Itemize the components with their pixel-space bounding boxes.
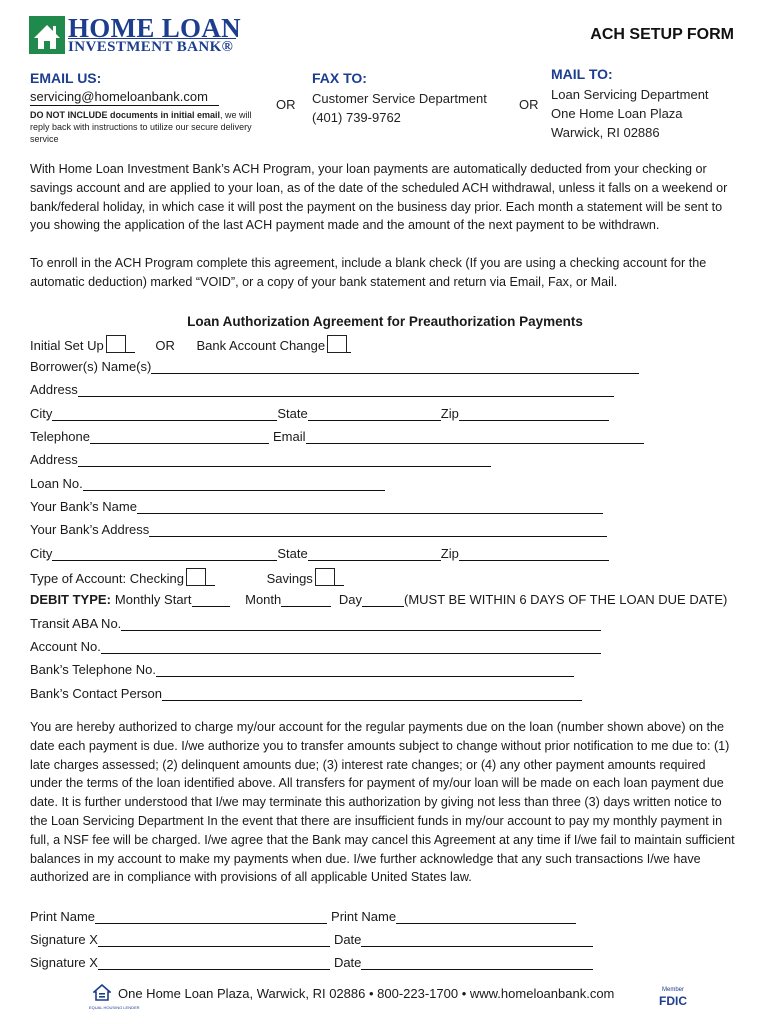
fax-number: (401) 739-9762 bbox=[312, 110, 401, 125]
print-name-field-1[interactable] bbox=[95, 908, 327, 924]
loan-no-row: Loan No. bbox=[30, 475, 385, 495]
mail-heading: MAIL TO: bbox=[551, 66, 613, 82]
address2-row: Address bbox=[30, 451, 491, 471]
address-field[interactable] bbox=[78, 381, 614, 397]
date-field-1[interactable] bbox=[361, 931, 593, 947]
day-field[interactable] bbox=[362, 591, 404, 607]
logo-subname: INVESTMENT BANK® bbox=[68, 39, 234, 55]
equal-housing-icon bbox=[93, 984, 111, 1004]
fdic-logo: Member FDIC bbox=[659, 987, 687, 1008]
account-no-row: Account No. bbox=[30, 638, 601, 658]
bank-change-checkbox[interactable] bbox=[327, 335, 347, 353]
savings-checkbox[interactable] bbox=[315, 568, 335, 586]
footer-address: One Home Loan Plaza, Warwick, RI 02886 • 800-223-1700 • www.homeloanbank.com bbox=[118, 986, 615, 1001]
setup-type-row bbox=[30, 335, 351, 355]
city-field[interactable] bbox=[52, 405, 277, 421]
signature-field-1[interactable] bbox=[98, 931, 330, 947]
logo-rule bbox=[68, 38, 236, 39]
date-field-2[interactable] bbox=[361, 954, 593, 970]
address2-field[interactable] bbox=[78, 451, 491, 467]
signature-row-1: Signature X Date bbox=[30, 931, 593, 951]
monthly-start-field[interactable] bbox=[192, 591, 230, 607]
authorization-paragraph: You are hereby authorized to charge my/our account for the regular payments due on the loan (number shown above) on the date each payment is due. I/we authorize you to transfer amounts subject to change without prior notification to me due to: (1) late charges assessed; (2) delinquent amounts due; (3) interest rate changes; or (4) any other payment amounts required under the terms of the loan identified above. All transfers for payment of my/our loan will be made on each loan payment due date. It is further understood that I/we may terminate this authorization by giving not less than three (3) days written notice to the Loan Servicing Department In the event that there are insufficient funds in my/our account to pay my monthly payment in full, a NSF fee will be charged. I/we agree that the Bank may cancel this Agreement at any time if I/we fail to maintain sufficient balances in my account to make my payments when due. I/we further acknowledge that any such transactions I/we have authorized are in compliance with provisions of all applicable United States law. bbox=[30, 720, 735, 885]
debit-type-row: DEBIT TYPE: Monthly Start Month Day (MUST BE WITHIN 6 DAYS OF THE LOAN DUE DATE) bbox=[30, 592, 728, 607]
account-no-field[interactable] bbox=[101, 638, 601, 654]
telephone-email-row: Telephone Email bbox=[30, 428, 644, 448]
state-field[interactable] bbox=[308, 405, 441, 421]
or-separator: OR bbox=[519, 97, 539, 112]
signature-row-2: Signature X Date bbox=[30, 954, 593, 974]
logo-name: HOME LOAN bbox=[68, 13, 241, 43]
bank-address-field[interactable] bbox=[149, 521, 607, 537]
initial-setup-checkbox[interactable] bbox=[106, 335, 126, 353]
month-field[interactable] bbox=[281, 591, 331, 607]
or-separator: OR bbox=[276, 97, 296, 112]
address-row: Address bbox=[30, 381, 614, 401]
initial-setup-label: Initial Set Up bbox=[30, 338, 104, 353]
borrowers-row: Borrower(s) Name(s) bbox=[30, 358, 639, 378]
fax-heading: FAX TO: bbox=[312, 70, 367, 86]
checking-checkbox[interactable] bbox=[186, 568, 206, 586]
or-label: OR bbox=[155, 338, 175, 353]
transit-row: Transit ABA No. bbox=[30, 615, 601, 635]
bank-phone-row: Bank’s Telephone No. bbox=[30, 661, 574, 681]
logo-house-icon bbox=[29, 16, 65, 54]
intro-paragraph: With Home Loan Investment Bank’s ACH Program, your loan payments are automatically deducted from your checking or savings account and are applied to your loan, as of the date of the scheduled ACH withdrawal, unless it falls on a weekend or bank/federal holiday, in which case it will post the payment on the business day prior. Each month a statement will be sent to you showing the application of the last ACH payment made and the amount of the next payment to be withdrawn. bbox=[30, 162, 728, 233]
mail-line-2: One Home Loan Plaza bbox=[551, 106, 683, 121]
zip-field[interactable] bbox=[459, 405, 609, 421]
bank-zip-field[interactable] bbox=[459, 545, 609, 561]
bank-change-label: Bank Account Change bbox=[196, 338, 326, 353]
fax-department: Customer Service Department bbox=[312, 91, 487, 106]
email-heading: EMAIL US: bbox=[30, 70, 102, 86]
bank-contact-field[interactable] bbox=[162, 685, 582, 701]
email-field[interactable] bbox=[306, 428, 644, 444]
print-name-row: Print Name Print Name bbox=[30, 908, 576, 928]
bank-city-field[interactable] bbox=[52, 545, 277, 561]
bank-contact-row: Bank’s Contact Person bbox=[30, 685, 582, 705]
telephone-field[interactable] bbox=[90, 428, 269, 444]
account-type-row: Type of Account: Checking Savings bbox=[30, 568, 344, 588]
print-name-field-2[interactable] bbox=[396, 908, 576, 924]
city-state-zip-row: City State Zip bbox=[30, 405, 609, 425]
form-title: ACH SETUP FORM bbox=[590, 26, 734, 43]
bank-address-row: Your Bank’s Address bbox=[30, 521, 607, 541]
borrowers-field[interactable] bbox=[151, 358, 639, 374]
bank-name-field[interactable] bbox=[137, 498, 603, 514]
mail-line-3: Warwick, RI 02886 bbox=[551, 125, 660, 140]
bank-state-field[interactable] bbox=[308, 545, 441, 561]
equal-housing-label: EQUAL HOUSING LENDER bbox=[89, 1005, 140, 1010]
bank-name-row: Your Bank’s Name bbox=[30, 498, 603, 518]
email-address: servicing@homeloanbank.com bbox=[30, 89, 219, 106]
bank-phone-field[interactable] bbox=[156, 661, 574, 677]
loan-no-field[interactable] bbox=[83, 475, 385, 491]
transit-field[interactable] bbox=[121, 615, 601, 631]
agreement-title: Loan Authorization Agreement for Preauthorization Payments bbox=[187, 314, 583, 329]
bank-city-state-zip-row: City State Zip bbox=[30, 545, 609, 565]
enroll-paragraph: To enroll in the ACH Program complete this agreement, include a blank check (If you are using a checking account for the automatic deduction) marked “VOID”, or a copy of your bank statement and return via Email, Fax, or Mail. bbox=[30, 256, 707, 289]
mail-line-1: Loan Servicing Department bbox=[551, 87, 709, 102]
email-note: DO NOT INCLUDE documents in initial email, we will reply back with instructions to utilize our secure delivery service bbox=[30, 110, 252, 144]
signature-field-2[interactable] bbox=[98, 954, 330, 970]
